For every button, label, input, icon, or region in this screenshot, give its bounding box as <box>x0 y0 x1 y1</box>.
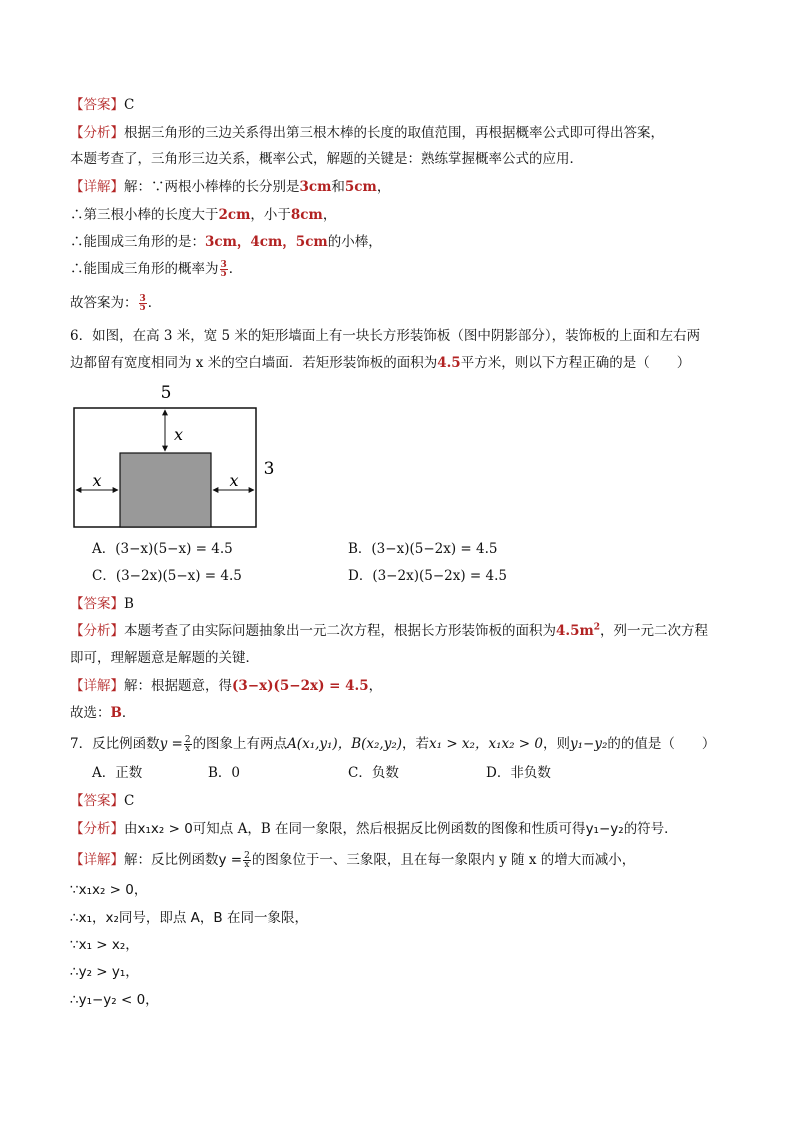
width-label: 5 <box>160 383 172 403</box>
wall-figure <box>70 380 290 535</box>
q7-option-c: C．负数 <box>348 765 399 781</box>
analysis-tag: 【分析】 <box>70 623 124 639</box>
q6-detail-line1: 【详解】解：根据题意，得(3−x)(5−2x) = 4.5， <box>70 678 383 694</box>
analysis-tag: 【分析】 <box>70 821 124 837</box>
q7-detail-line4: ∵x₁ > x₂， <box>70 937 139 953</box>
decoration-board <box>120 453 211 527</box>
analysis-tag: 【分析】 <box>70 125 124 141</box>
top-x-label: x <box>174 425 184 444</box>
q6-answer-line <box>70 595 134 613</box>
q6-analysis-line2: 即可，理解题意是解题的关键． <box>70 650 259 666</box>
q5-detail-line3: ∴能围成三角形的是：3cm，4cm，5cm的小棒， <box>70 234 382 250</box>
q6-option-d: D．(3−2x)(5−2x) = 4.5 <box>348 568 507 584</box>
q6-stem-line2: 边都留有宽度相同为 x 米的空白墙面．若矩形装饰板的面积为4.5平方米，则以下方程正确的是（ ） <box>70 355 691 371</box>
q5-answer-line <box>70 96 134 114</box>
q6-option-b: B．(3−x)(5−2x) = 4.5 <box>348 541 498 557</box>
q7-option-b: B．0 <box>208 765 241 781</box>
q5-detail-line4: ∴能围成三角形的概率为 $\frac{3}{5}$ ． <box>70 260 243 279</box>
q7-detail-line3: ∴x₁，x₂同号，即点 A，B 在同一象限， <box>70 910 308 926</box>
q7-option-a: A．正数 <box>92 765 143 781</box>
answer-tag: 【答案】 <box>70 596 124 612</box>
answer-tag: 【答案】 <box>70 97 124 113</box>
q6-option-a: A．(3−x)(5−x) = 4.5 <box>92 541 233 557</box>
q5-detail-line5: 故答案为： $\frac{3}{5}$ ． <box>70 294 162 313</box>
q5-analysis-line2: 本题考查了，三角形三边关系，概率公式，解题的关键是：熟练掌握概率公式的应用． <box>70 151 583 167</box>
q5-detail-line2: ∴第三根小棒的长度大于2cm，小于8cm， <box>70 207 337 223</box>
fraction-two-over-x: $\frac{2}{x}$ <box>244 851 250 870</box>
q6-answer: B <box>124 596 134 612</box>
fraction-three-fifths: $\frac{3}{5}$ <box>139 294 146 313</box>
q7-analysis-line: 【分析】由x₁x₂ > 0可知点 A，B 在同一象限，然后根据反比例函数的图像和性质可得y₁−y₂的符号． <box>70 821 678 837</box>
q7-stem: 7．反比例函数y = $\frac{2}{x}$ 的图象上有两点A(x₁,y₁)，B(x₂,y₂)，若x₁ > x₂，x₁x₂ > 0，则y₁−y₂的的值是（ ） <box>70 735 716 754</box>
q7-detail-line5: ∴y₂ > y₁， <box>70 964 139 980</box>
left-x-label: x <box>92 471 102 490</box>
q6-option-c: C．(3−2x)(5−x) = 4.5 <box>92 568 242 584</box>
q6-detail-line2: 故选：B． <box>70 705 136 721</box>
detail-tag: 【详解】 <box>70 678 124 694</box>
q7-detail-line1: 【详解】解：反比例函数y = $\frac{2}{x}$ 的图象位于一、三象限，且在每一象限内 y 随 x 的增大而减小， <box>70 851 636 870</box>
q7-detail-line6: ∴y₁−y₂ < 0， <box>70 992 159 1008</box>
fraction-two-over-x: $\frac{2}{x}$ <box>184 735 191 754</box>
height-label: 3 <box>263 459 275 479</box>
answer-tag: 【答案】 <box>70 793 124 809</box>
right-x-label: x <box>229 471 239 490</box>
q5-answer: C <box>124 97 135 113</box>
detail-tag: 【详解】 <box>70 179 124 195</box>
fraction-three-fifths: $\frac{3}{5}$ <box>220 260 227 279</box>
q7-detail-line2: ∵x₁x₂ > 0， <box>70 882 148 898</box>
detail-tag: 【详解】 <box>70 852 124 868</box>
q5-detail-line1: 【详解】解：∵两根小棒棒的长分别是3cm和5cm， <box>70 179 391 195</box>
q7-option-d: D．非负数 <box>486 765 551 781</box>
q7-answer: C <box>124 793 135 809</box>
q6-stem-line1: 6．如图，在高 3 米，宽 5 米的矩形墙面上有一块长方形装饰板（图中阴影部分），装饰板的上面和左右两 <box>70 328 701 344</box>
q5-analysis-line1: 【分析】根据三角形的三边关系得出第三根木棒的长度的取值范围，再根据概率公式即可得出答案， <box>70 125 664 141</box>
q7-answer-line <box>70 792 134 810</box>
q6-analysis-line1: 【分析】本题考查了由实际问题抽象出一元二次方程，根据长方形装饰板的面积为$4.5m^2$，列一元二次方程 <box>70 622 709 639</box>
